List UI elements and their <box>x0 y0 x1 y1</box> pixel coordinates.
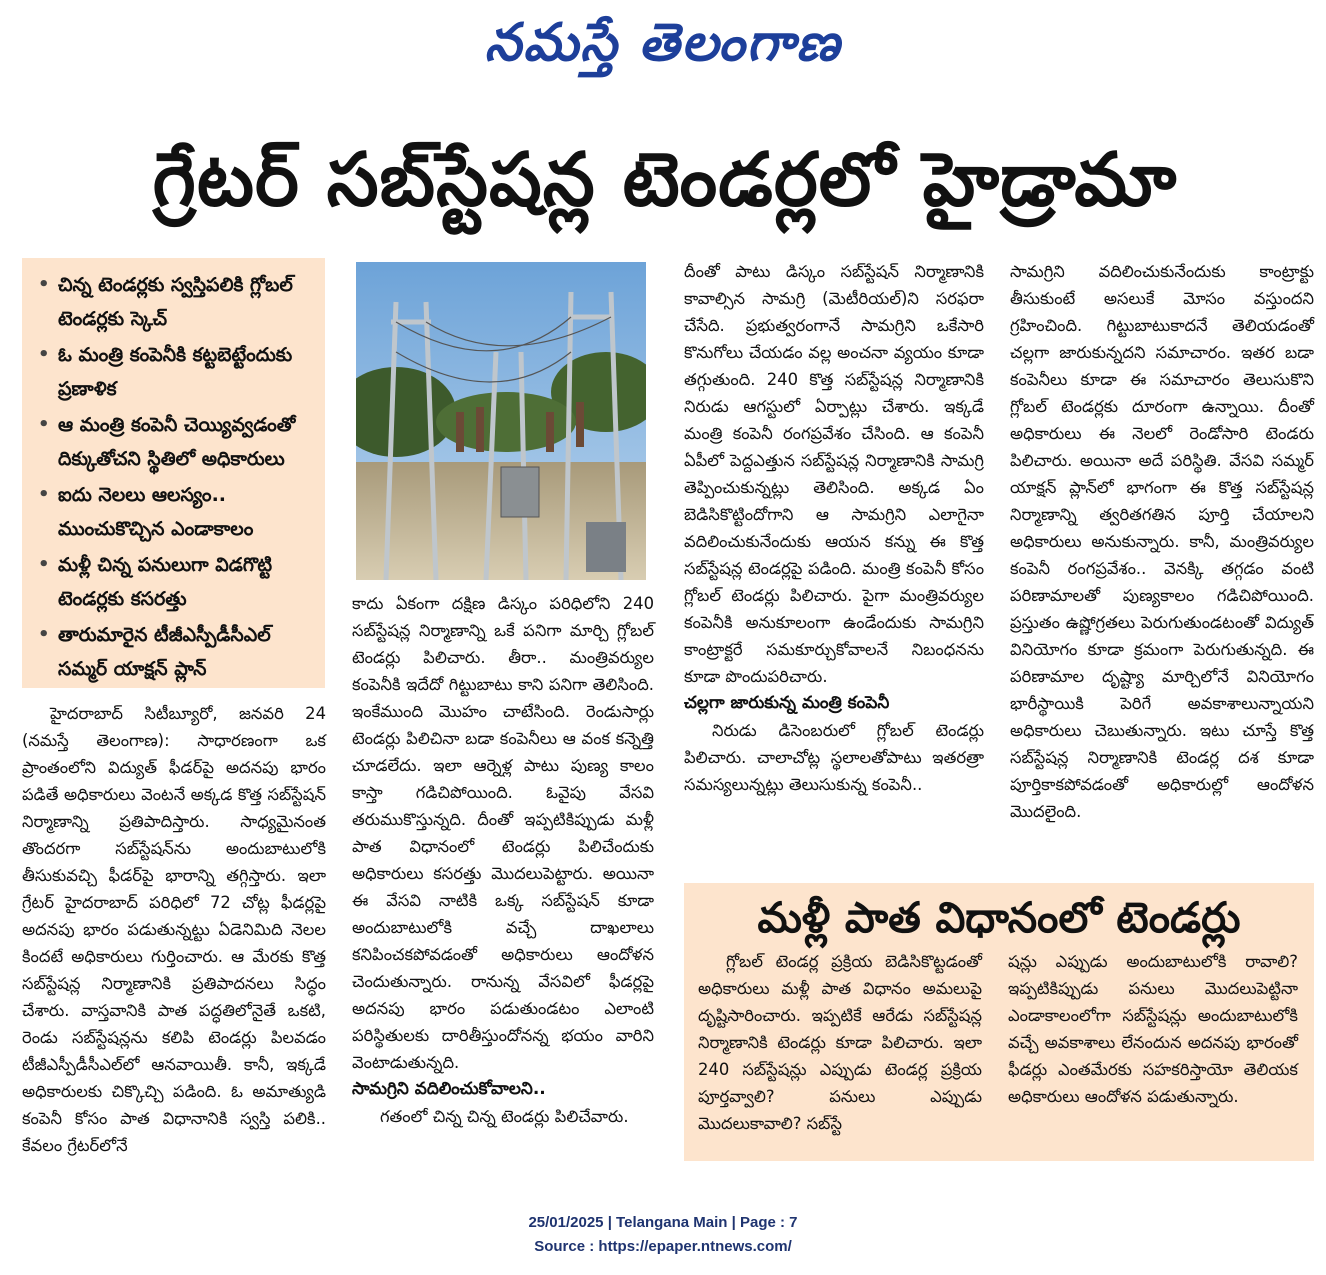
headline: గ్రేటర్ సబ్‌స్టేషన్ల టెండర్లలో హైడ్రామా <box>152 137 1178 223</box>
bullet-icon: • <box>38 344 50 365</box>
substation-image <box>356 262 646 580</box>
substation-photo <box>356 262 646 580</box>
highlight-item: • ఓ మంత్రి కంపెనీకి కట్టబెట్టేందుకు ప్రణాళిక <box>36 338 317 406</box>
bullet-icon: • <box>38 274 50 295</box>
article-column-3 <box>684 258 984 798</box>
sidebar-box-left-text: గ్లోబల్ టెండర్ల ప్రక్రియ బెడిసికొట్టడంతో అధికారులు మళ్లీ పాత విధానం అమలుపై దృష్టిసారించారు. ఇప్పటికే ఆరేడు సబ్‌స్టేషన్ల నిర్మాణానికి టెండర్లు కూడా పిలిచారు. ఇలా 240 సబ్‌స్టేషన్లు ఎప్పుడు టెండర్ల ప్రక్రియ పూర్తవ్వాలి? పనులు ఎప్పుడు మొదలుకావాలి? సబ్‌స్టే <box>698 952 982 1133</box>
highlight-item: • తారుమారైన టీజీఎస్పీడీసీఎల్ సమ్మర్ యాక్షన్ ప్లాన్ <box>36 618 317 686</box>
article-paragraph: కాదు ఏకంగా దక్షిణ డిస్కం పరిధిలోని 240 సబ్‌స్టేషన్ల నిర్మాణాన్ని ఒకే పనిగా మార్చి గ్లోబల్ టెండర్లు పిలిచారు. తీరా.. మంత్రివర్యుల కంపెనీకి ఇదేదో గిట్టుబాటు కాని పనిగా తెలిసింది. ఇంకేముంది మొహం చాటేసింది. రెండుసార్లు టెండర్లు పిలిచినా బడా కంపెనీలు ఆ వంక కన్నెత్తి చూడలేదు. ఇలా ఆర్నెళ్ల పాటు పుణ్య కాలం కాస్తా గడిచిపోయింది. ఓవైపు వేసవి తరుముకొస్తున్నది. దీంతో ఇప్పటికిప్పుడు మళ్లీ పాత విధానంలో టెండర్లు పిలిచేందుకు అధికారులు కసరత్తు మొదలుపెట్టారు. అయినా ఈ వేసవి నాటికి ఒక్క సబ్‌స్టేషన్ కూడా అందుబాటులోకి వచ్చే దాఖలాలు కనిపించకపోవడంతో అధికారులు ఆందోళన చెందుతున్నారు. రానున్న వేసవిలో ఫీడర్లపై అదనపు భారం పడుతుండటం ఎలాంటి పరిస్థితులకు దారితీస్తుందోనన్న భయం వారిని వెంటాడుతున్నది. <box>352 594 654 1072</box>
highlight-item: • ఆ మంత్రి కంపెనీ చెయ్యివ్వడంతో దిక్కుతోచని స్థితిలో అధికారులు <box>36 408 317 476</box>
article-paragraph: సామగ్రిని వదిలించుకునేందుకు కాంట్రాక్టు తీసుకుంటే అసలుకే మోసం వస్తుందని గ్రహించింది. గిట్టుబాటుకాదనే తెలియడంతో చల్లగా జారుకున్నదని సమాచారం. ఇతర బడా కంపెనీలు కూడా ఈ సమాచారం తెలుసుకొని గ్లోబల్ టెండర్లకు దూరంగా ఉన్నాయి. దీంతో అధికారులు ఈ నెలలో రెండోసారి టెండరు పిలిచారు. అయినా అదే పరిస్థితి. వేసవి సమ్మర్ యాక్షన్ ప్లాన్‌లో భాగంగా ఈ కొత్త సబ్‌స్టేషన్ల నిర్మాణాన్ని త్వరితగతిన పూర్తి చేయాలని అధికారులు అనుకున్నారు. కానీ, మంత్రివర్యుల కంపెనీ రంగప్రవేశం.. వెనక్కి తగ్గడం వంటి పరిణామాలతో పుణ్యకాలం గడిచిపోయింది. ప్రస్తుతం ఉష్ణోగ్రతలు పెరుగుతుండటంతో విద్యుత్ వినియోగం కూడా క్రమంగా పెరుగుతున్నది. ఈ పరిణామాల దృష్ట్యా మార్చిలోనే వినియోగం భారీస్థాయికి పెరిగే అవకాశాలున్నాయని అధికారులు చెబుతున్నారు. ఇటు చూస్తే కొత్త సబ్‌స్టేషన్ల నిర్మాణానికి టెండర్ల దశ కూడా పూర్తికాకపోవడంతో అధికారుల్లో ఆందోళన మొదలైంది. <box>1010 262 1314 821</box>
masthead-logo: నమస్తే తెలంగాణ <box>484 12 842 73</box>
article-paragraph: గతంలో చిన్న చిన్న టెండర్లు పిలిచేవారు. <box>380 1107 629 1126</box>
highlight-item: • మళ్లీ చిన్న పనులుగా విడగొట్టి టెండర్లకు కసరత్తు <box>36 548 317 616</box>
sidebar-box-title: మళ్లీ పాత విధానంలో టెండర్లు <box>757 893 1241 942</box>
highlight-item: • చిన్న టెండర్లకు స్వస్తిపలికి గ్లోబల్ టెండర్లకు స్కెచ్ <box>36 268 317 336</box>
bullet-icon: • <box>38 624 50 645</box>
subheading: చల్లగా జారుకున్న మంత్రి కంపెనీ <box>684 693 890 713</box>
article-column-2 <box>352 590 654 1130</box>
bullet-icon: • <box>38 554 50 575</box>
bullet-icon: • <box>38 484 50 505</box>
article-column-1 <box>22 700 326 1159</box>
highlight-item: • ఐదు నెలలు ఆలస్యం.. ముంచుకొచ్చిన ఎండాకాలం <box>36 478 317 546</box>
footer-date-line: 25/01/2025 | Telangana Main | Page : 7 <box>528 1214 798 1231</box>
bullet-icon: • <box>38 414 50 435</box>
sidebar-box-right-text: షన్లు ఎప్పుడు అందుబాటులోకి రావాలి? ఇప్పటికిప్పుడు పనులు మొదలుపెట్టినా ఎండాకాలంలోగా సబ్‌స్టేషన్లు అందుబాటులోకి వచ్చే అవకాశాలు లేనందున అదనపు భారంతో ఫీడర్లు ఎంతమేరకు సహకరిస్తాయో తెలియక అధికారులు ఆందోళన పడుతున్నారు. <box>1008 952 1298 1106</box>
article-paragraph: నిరుడు డిసెంబరులో గ్లోబల్ టెండర్లు పిలిచారు. చాలాచోట్ల స్థలాలతోపాటు ఇతరత్రా సమస్యలున్నట్లు తెలుసుకున్న కంపెనీ.. <box>684 721 984 794</box>
article-paragraph: దీంతో పాటు డిస్కం సబ్‌స్టేషన్ నిర్మాణానికి కావాల్సిన సామగ్రి (మెటీరియల్)ని సరఫరా చేసేది. ప్రభుత్వరంగానే సామగ్రిని ఒకేసారి కొనుగోలు చేయడం వల్ల అంచనా వ్యయం కూడా తగ్గుతుంది. 240 కొత్త సబ్‌స్టేషన్ల నిర్మాణానికి నిరుడు ఆగస్టులో ఏర్పాట్లు చేశారు. ఇక్కడే మంత్రి కంపెనీ రంగప్రవేశం చేసింది. ఆ కంపెనీ ఏపీలో పెద్దఎత్తున సబ్‌స్టేషన్ల నిర్మాణానికి సామగ్రి తెప్పించుకున్నట్లు తెలిసింది. అక్కడ ఏం బెడిసికొట్టిందోగాని ఆ సామగ్రిని ఎలాగైనా వదిలించుకునేందుకు ఆయన కన్ను ఈ కొత్త సబ్‌స్టేషన్ల టెండర్లపై పడింది. మంత్రి కంపెనీ కోసం గ్లోబల్ టెండర్లు పిలిచారు. పైగా మంత్రివర్యుల కంపెనీకి అనుకూలంగా ఉండేందుకు సామగ్రిని కాంట్రాక్టరే సమకూర్చుకోవాలనే నిబంధనను కూడా పొందుపరిచారు. <box>684 262 984 686</box>
article-paragraph: హైదరాబాద్ సిటీబ్యూరో, జనవరి 24 (నమస్తే తెలంగాణ): సాధారణంగా ఒక ప్రాంతంలోని విద్యుత్ ఫీడర్‌పై అదనపు భారం పడితే అధికారులు వెంటనే అక్కడ కొత్త సబ్‌స్టేషన్ నిర్మాణాన్ని ప్రతిపాదిస్తారు. సాధ్యమైనంత తొందరగా సబ్‌స్టేషన్‌ను అందుబాటులోకి తీసుకువచ్చి ఫీడర్‌పై భారాన్ని తగ్గిస్తారు. ఇలా గ్రేటర్ హైదరాబాద్ పరిధిలో 72 చోట్ల ఫీడర్లపై అదనపు భారం పడుతున్నట్టు ఏడెనిమిది నెలల కిందటే అధికారులు గుర్తించారు. ఆ మేరకు కొత్త సబ్‌స్టేషన్ల నిర్మాణానికి ప్రతిపాదనలు సిద్ధం చేశారు. వాస్తవానికి పాత పద్ధతిలోనైతే ఒకటి, రెండు సబ్‌స్టేషన్లను కలిపి టెండర్లు పిలవడం టీజీఎస్పీడీసీఎల్‌లో ఆనవాయితీ. కానీ, ఇక్కడే అధికారులకు చిక్కొచ్చి పడింది. ఓ అమాత్యుడి కంపెనీ కోసం పాత విధానానికి స్వస్తి పలికి.. కేవలం గ్రేటర్‌లోనే <box>22 704 326 1155</box>
article-column-4 <box>1010 258 1314 825</box>
footer-source-line: Source : https://epaper.ntnews.com/ <box>534 1238 792 1255</box>
subheading: సామగ్రిని వదిలించుకోవాలని.. <box>352 1079 546 1099</box>
highlights-box <box>22 258 325 688</box>
